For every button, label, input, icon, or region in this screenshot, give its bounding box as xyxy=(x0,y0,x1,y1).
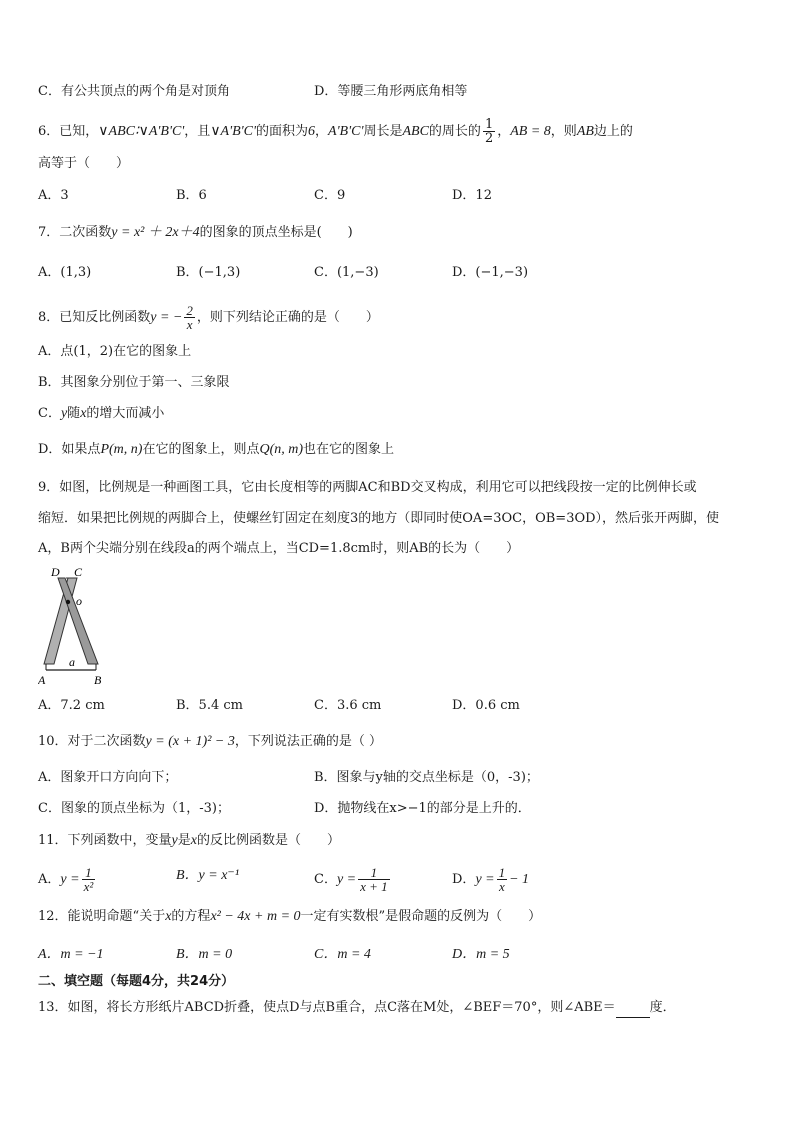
q9-stem-line3: A，B两个尖端分别在线段a的两个端点上，当CD=1.8cm时，则AB的长为（ ） xyxy=(38,541,520,556)
q6-option-c: C．9 xyxy=(314,188,346,203)
q8-option-c: C．y随x的增大而减小 xyxy=(38,406,165,421)
q7-option-c: C．(1,−3) xyxy=(314,265,379,280)
q5-option-c: C．有公共顶点的两个角是对顶角 xyxy=(38,84,230,99)
q11-option-d: D．y = $\frac{1}{x}$ − 1 xyxy=(452,865,530,894)
q6-fraction: $\frac{1}{2}$ xyxy=(484,117,494,146)
q11-option-b: B．y = x⁻¹ xyxy=(176,868,240,883)
q9-option-d: D．0.6 cm xyxy=(452,698,520,713)
label-b: B xyxy=(94,673,102,687)
q13-stem: 13．如图，将长方形纸片ABCD折叠，使点D与点B重合，点C落在M处，∠BEF＝70°，则∠ABE＝ 度． xyxy=(38,998,676,1018)
q8-fraction: $\frac{2}{x}$ xyxy=(186,303,193,332)
q12-option-d: D．m = 5 xyxy=(452,947,510,962)
q6-stem-line1: 6．已知，∨ABC∶∨A'B'C'，且∨A'B'C'的面积为6，A'B'C'周长是ABC的周长的 $\frac{1}{2}$ ，AB = 8，则AB边上的 xyxy=(38,117,633,146)
label-o: o xyxy=(76,594,82,608)
q10-option-b: B．图象与y轴的交点坐标是（0，-3)； xyxy=(314,770,539,785)
q10-option-a: A．图象开口方向向下； xyxy=(38,770,178,785)
q7-option-b: B．(−1,3) xyxy=(176,265,241,280)
q10-option-c: C．图象的顶点坐标为（1，-3)； xyxy=(38,801,230,816)
q11-option-c: C．y = $\frac{1}{x + 1}$ xyxy=(314,865,388,894)
q10-option-d: D．抛物线在x>−1的部分是上升的． xyxy=(314,801,531,816)
q8-option-b: B．其图象分别位于第一、三象限 xyxy=(38,375,230,390)
q11-stem: 11．下列函数中，变量y是x的反比例函数是（ ） xyxy=(38,833,341,848)
leg-ac xyxy=(44,578,77,664)
q12-stem: 12．能说明命题“关于x的方程x² − 4x + m = 0一定有实数根”是假命题的反例为（ ） xyxy=(38,909,542,924)
q9-option-b: B．5.4 cm xyxy=(176,698,243,713)
q10-stem: 10．对于二次函数y = (x + 1)² − 3，下列说法正确的是（ ） xyxy=(38,734,382,749)
q8-stem: 8．已知反比例函数y = − $\frac{2}{x}$ ，则下列结论正确的是（ ） xyxy=(38,303,379,332)
q6-option-b: B．6 xyxy=(176,188,207,203)
label-a-segment: a xyxy=(69,655,75,669)
label-d: D xyxy=(51,566,60,579)
q7-option-d: D．(−1,−3) xyxy=(452,265,529,280)
q9-option-c: C．3.6 cm xyxy=(314,698,382,713)
q6-option-a: A．3 xyxy=(38,188,69,203)
q12-option-a: A．m = −1 xyxy=(38,947,104,962)
q11-option-a: A．y = $\frac{1}{\text{x²}}$ xyxy=(38,865,94,894)
q13-answer-blank[interactable] xyxy=(616,1003,650,1018)
pivot-o xyxy=(66,600,70,604)
q9-stem-line2: 缩短．如果把比例规的两脚合上，使螺丝钉固定在刻度3的地方（即同时使OA=3OC，OB=3OD），然后张开两脚，使 xyxy=(38,511,720,526)
q9-stem-line1: 9．如图，比例规是一种画图工具，它由长度相等的两脚AC和BD交叉构成，利用它可以把线段按一定的比例伸长或 xyxy=(38,480,697,495)
q6-stem-line2: 高等于（ ） xyxy=(38,156,130,171)
q12-option-b: B．m = 0 xyxy=(176,947,233,962)
q9-option-a: A．7.2 cm xyxy=(38,698,105,713)
proportional-compass-figure xyxy=(38,566,110,688)
q12-option-c: C．m = 4 xyxy=(314,947,371,962)
section-heading-fill-in: 二、填空题（每题4分，共24分） xyxy=(38,974,235,989)
q6-option-d: D．12 xyxy=(452,188,492,203)
q8-option-a: A．点(1，2)在它的图象上 xyxy=(38,344,192,359)
q7-stem: 7．二次函数y = x² ＋ 2x＋4的图象的顶点坐标是( ) xyxy=(38,225,353,240)
q7-option-a: A．(1,3) xyxy=(38,265,92,280)
q8-option-d: D．如果点P(m, n)在它的图象上，则点Q(n, m)也在它的图象上 xyxy=(38,442,395,457)
label-c: C xyxy=(74,566,83,579)
label-a: A xyxy=(38,673,46,687)
q5-option-d: D．等腰三角形两底角相等 xyxy=(314,84,468,99)
